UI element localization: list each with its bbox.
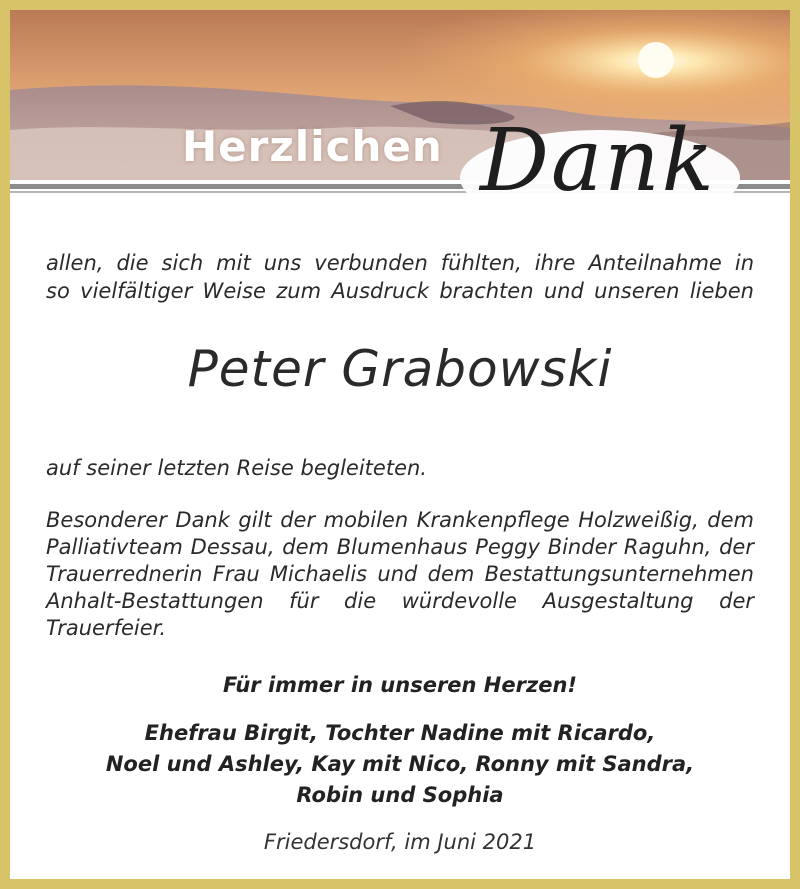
family-line-2: Noel und Ashley, Kay mit Nico, Ronny mit Sandra, xyxy=(105,752,695,776)
family-line-3: Robin und Sophia xyxy=(296,783,504,807)
intro-line-1: allen, die sich mit uns verbunden fühlten, ihre Anteilnahme in xyxy=(46,251,754,275)
headline-herzlichen: Herzlichen xyxy=(182,122,443,171)
family-line-1: Ehefrau Birgit, Tochter Nadine mit Ricardo, xyxy=(144,721,656,745)
thanks-line-3: Trauerrednerin Frau Michaelis und dem Bestattungsunternehmen xyxy=(46,562,754,586)
headline-dank: Dank xyxy=(480,111,716,211)
family-names xyxy=(10,718,790,811)
motto: Für immer in unseren Herzen! xyxy=(223,673,577,697)
thanks-line-1: Besonderer Dank gilt der mobilen Krankenpflege Holzweißig, dem xyxy=(46,508,754,532)
thanks-line-4: Anhalt-Bestattungen für die würdevolle Ausgestaltung der xyxy=(46,589,754,613)
obituary-card xyxy=(10,10,790,879)
place-date: Friedersdorf, im Juni 2021 xyxy=(263,830,537,854)
intro-line-2: so vielfältiger Weise zum Ausdruck brachten und unseren lieben xyxy=(46,279,754,303)
deceased-name: Peter Grabowski xyxy=(187,340,613,398)
thanks-line-2: Palliativteam Dessau, dem Blumenhaus Peggy Binder Raguhn, der xyxy=(46,535,754,559)
after-name-line: auf seiner letzten Reise begleiteten. xyxy=(46,456,427,480)
thanks-line-5: Trauerfeier. xyxy=(46,616,167,640)
